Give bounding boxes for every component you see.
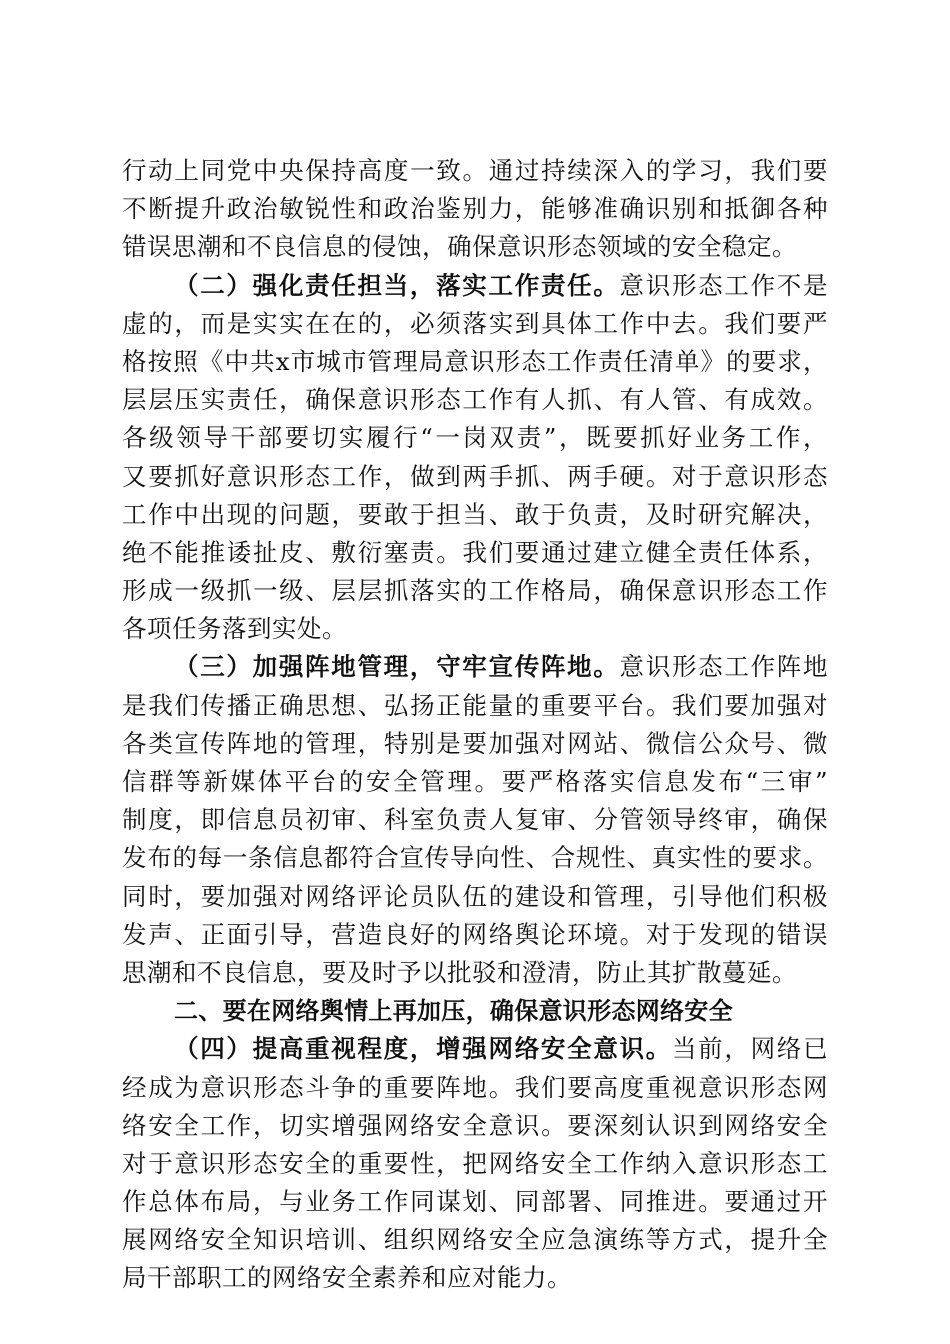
- text-line: 不断提升政治敏锐性和政治鉴别力，能够准确识别和抵御各种: [122, 194, 828, 224]
- text-line: 发布的每一条信息都符合宣传导向性、合规性、真实性的要求。: [122, 843, 828, 873]
- text-line: 各级领导干部要切实履行“一岗双责”，既要抓好业务工作，: [122, 423, 828, 453]
- paragraph-lead: （二）强化责任担当，落实工作责任。: [174, 270, 620, 300]
- paragraph-first-line: [122, 267, 828, 305]
- text-line: 是我们传播正确思想、弘扬正能量的重要平台。我们要加强对: [122, 690, 828, 720]
- text-line: 作总体布局，与业务工作同谋划、同部署、同推进。要通过开: [122, 1187, 828, 1217]
- text-line: 又要抓好意识形态工作，做到两手抓、两手硬。对于意识形态: [122, 461, 828, 491]
- text-line: 各类宣传阵地的管理，特别是要加强对网站、微信公众号、微: [122, 728, 828, 758]
- text-line: 绝不能推诿扯皮、敷衍塞责。我们要通过建立健全责任体系，: [122, 537, 828, 567]
- text-run: 意识形态工作不是: [619, 270, 829, 300]
- text-line: 制度，即信息员初审、科室负责人复审、分管领导终审，确保: [122, 805, 828, 835]
- text-line: 同时，要加强对网络评论员队伍的建设和管理，引导他们积极: [122, 881, 828, 911]
- text-line: 工作中出现的问题，要敢于担当、敢于负责，及时研究解决，: [122, 499, 828, 529]
- text-line: 形成一级抓一级、层层抓落实的工作格局，确保意识形态工作: [122, 576, 828, 606]
- text-line: 格按照《中共x市城市管理局意识形态工作责任清单》的要求，: [122, 346, 828, 376]
- text-line: 信群等新媒体平台的安全管理。要严格落实信息发布“三审”: [122, 767, 828, 796]
- text-line: 局干部职工的网络安全素养和应对能力。: [122, 1263, 572, 1293]
- text-line: 虚的，而是实实在在的，必须落实到具体工作中去。我们要严: [122, 308, 828, 338]
- paragraph-first-line: [122, 1030, 828, 1068]
- section-heading: 二、要在网络舆情上再加压，确保意识形态网络安全: [174, 997, 733, 1026]
- text-line: 展网络安全知识培训、组织网络安全应急演练等方式，提升全: [122, 1225, 828, 1255]
- text-line: 发声、正面引导，营造良好的网络舆论环境。对于发现的错误: [122, 919, 828, 949]
- text-line: 经成为意识形态斗争的重要阵地。我们要高度重视意识形态网: [122, 1072, 828, 1102]
- document-body: [122, 152, 828, 1298]
- text-line: 各项任务落到实处。: [122, 614, 347, 644]
- text-run: 当前，网络已: [671, 1034, 829, 1064]
- text-line: 络安全工作，切实增强网络安全意识。要深刻认识到网络安全: [122, 1110, 828, 1140]
- text-line: 错误思潮和不良信息的侵蚀，确保意识形态领域的安全稳定。: [122, 232, 797, 262]
- text-line: 对于意识形态安全的重要性，把网络安全工作纳入意识形态工: [122, 1148, 828, 1178]
- text-run: 意识形态工作阵地: [619, 652, 829, 682]
- paragraph-lead: （四）提高重视程度，增强网络安全意识。: [174, 1034, 672, 1064]
- text-line: 层层压实责任，确保意识形态工作有人抓、有人管、有成效。: [122, 385, 828, 415]
- paragraph-first-line: [122, 648, 828, 686]
- text-line: 行动上同党中央保持高度一致。通过持续深入的学习，我们要: [122, 156, 828, 185]
- text-line: 思潮和不良信息，要及时予以批驳和澄清，防止其扩散蔓延。: [122, 957, 797, 987]
- paragraph-lead: （三）加强阵地管理，守牢宣传阵地。: [174, 652, 620, 682]
